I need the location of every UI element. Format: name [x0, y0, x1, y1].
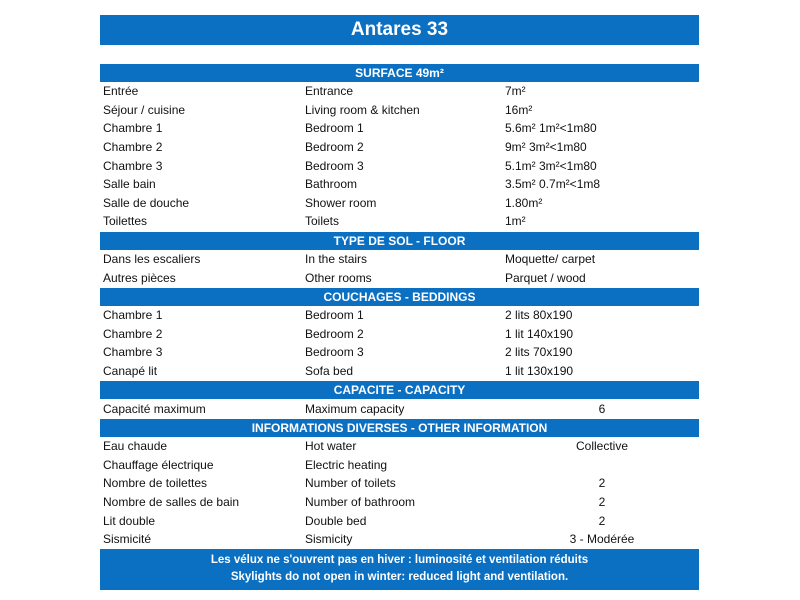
label-fr: Séjour / cuisine [103, 102, 186, 117]
label-en: Sofa bed [305, 364, 354, 379]
floor-table [100, 250, 699, 287]
table-row [100, 156, 699, 175]
section-header-other: INFORMATIONS DIVERSES - OTHER INFORMATION [100, 418, 699, 437]
value: 5.6m² 1m²<1m80 [505, 121, 597, 136]
table-row [100, 456, 699, 475]
table-row [100, 101, 699, 120]
section-header-beddings: COUCHAGES - BEDDINGS [100, 287, 699, 306]
table-row [100, 250, 699, 269]
label-en: Number of toilets [305, 476, 396, 491]
label-fr: Chambre 1 [103, 121, 163, 136]
table-row [100, 138, 699, 157]
label-fr: Canapé lit [103, 364, 158, 379]
label-fr: Chambre 1 [103, 308, 163, 323]
section-header-surface: SURFACE 49m² [100, 63, 699, 82]
value: 2 lits 70x190 [505, 345, 573, 360]
table-row [100, 212, 699, 231]
label-en: Bedroom 1 [305, 308, 364, 323]
label-en: Bedroom 3 [305, 345, 364, 360]
value: 16m² [505, 102, 533, 117]
label-fr: Nombre de toilettes [103, 476, 208, 491]
value: 5.1m² 3m²<1m80 [505, 158, 597, 173]
table-row [100, 82, 699, 101]
capacity-table [100, 399, 699, 418]
value: 1 lit 130x190 [505, 364, 574, 379]
label-en: Double bed [305, 513, 367, 528]
table-row [100, 306, 699, 325]
label-fr: Salle de douche [103, 195, 190, 210]
label-en: Bedroom 2 [305, 140, 364, 155]
table-row [100, 493, 699, 512]
label-en: Bathroom [305, 177, 358, 192]
value: 3.5m² 0.7m²<1m8 [505, 177, 601, 192]
table-row [100, 325, 699, 344]
value: Moquette/ carpet [505, 252, 596, 267]
label-en: Other rooms [305, 270, 372, 285]
label-fr: Capacité maximum [103, 401, 206, 416]
label-fr: Sismicité [103, 532, 152, 547]
label-en: Bedroom 1 [305, 121, 364, 136]
info-sheet [100, 15, 699, 590]
label-en: Electric heating [305, 457, 388, 472]
table-row [100, 119, 699, 138]
label-en: Entrance [305, 84, 354, 99]
value: 7m² [505, 84, 526, 99]
label-fr: Chambre 3 [103, 345, 163, 360]
label-fr: Dans les escaliers [103, 252, 201, 267]
label-en: Hot water [305, 439, 357, 454]
value: 2 lits 80x190 [505, 308, 573, 323]
value: 3 - Modérée [569, 532, 635, 547]
label-fr: Salle bain [103, 177, 156, 192]
label-en: Living room & kitchen [305, 102, 420, 117]
label-fr: Entrée [103, 84, 139, 99]
surface-table [100, 82, 699, 231]
page-title: Antares 33 [100, 15, 699, 45]
footer-note [100, 548, 699, 590]
label-fr: Autres pièces [103, 270, 176, 285]
value: 1.80m² [505, 195, 543, 210]
value: 6 [598, 401, 606, 416]
label-fr: Chambre 3 [103, 158, 163, 173]
value: 2 [598, 513, 606, 528]
label-fr: Chambre 2 [103, 326, 163, 341]
footer-line-fr: Les vélux ne s'ouvrent pas en hiver : luminosité et ventilation réduits [210, 554, 589, 567]
footer-line-en: Skylights do not open in winter: reduced light and ventilation. [230, 571, 569, 584]
label-en: Number of bathroom [305, 494, 416, 509]
value: Collective [575, 439, 629, 454]
label-en: In the stairs [305, 252, 368, 267]
table-row [100, 530, 699, 549]
label-fr: Eau chaude [103, 439, 168, 454]
label-fr: Nombre de salles de bain [103, 494, 240, 509]
label-en: Sismicity [305, 532, 353, 547]
table-row [100, 474, 699, 493]
table-row [100, 362, 699, 381]
value: 1m² [505, 214, 526, 229]
label-en: Shower room [305, 195, 377, 210]
table-row [100, 175, 699, 194]
beddings-table [100, 306, 699, 380]
label-en: Maximum capacity [305, 401, 405, 416]
section-header-capacity: CAPACITE - CAPACITY [100, 380, 699, 399]
spacer [100, 45, 699, 63]
section-header-floor: TYPE DE SOL - FLOOR [100, 231, 699, 250]
label-en: Toilets [305, 214, 340, 229]
table-row [100, 437, 699, 456]
value: 1 lit 140x190 [505, 326, 574, 341]
table-row [100, 194, 699, 213]
label-en: Bedroom 2 [305, 326, 364, 341]
table-row [100, 268, 699, 287]
label-fr: Chauffage électrique [103, 457, 214, 472]
label-fr: Chambre 2 [103, 140, 163, 155]
label-en: Bedroom 3 [305, 158, 364, 173]
label-fr: Lit double [103, 513, 156, 528]
value: 2 [598, 494, 606, 509]
label-fr: Toilettes [103, 214, 148, 229]
table-row [100, 343, 699, 362]
other-info-table [100, 437, 699, 549]
table-row [100, 511, 699, 530]
value: 9m² 3m²<1m80 [505, 140, 587, 155]
table-row [100, 399, 699, 418]
value: Parquet / wood [505, 270, 586, 285]
value: 2 [598, 476, 606, 491]
